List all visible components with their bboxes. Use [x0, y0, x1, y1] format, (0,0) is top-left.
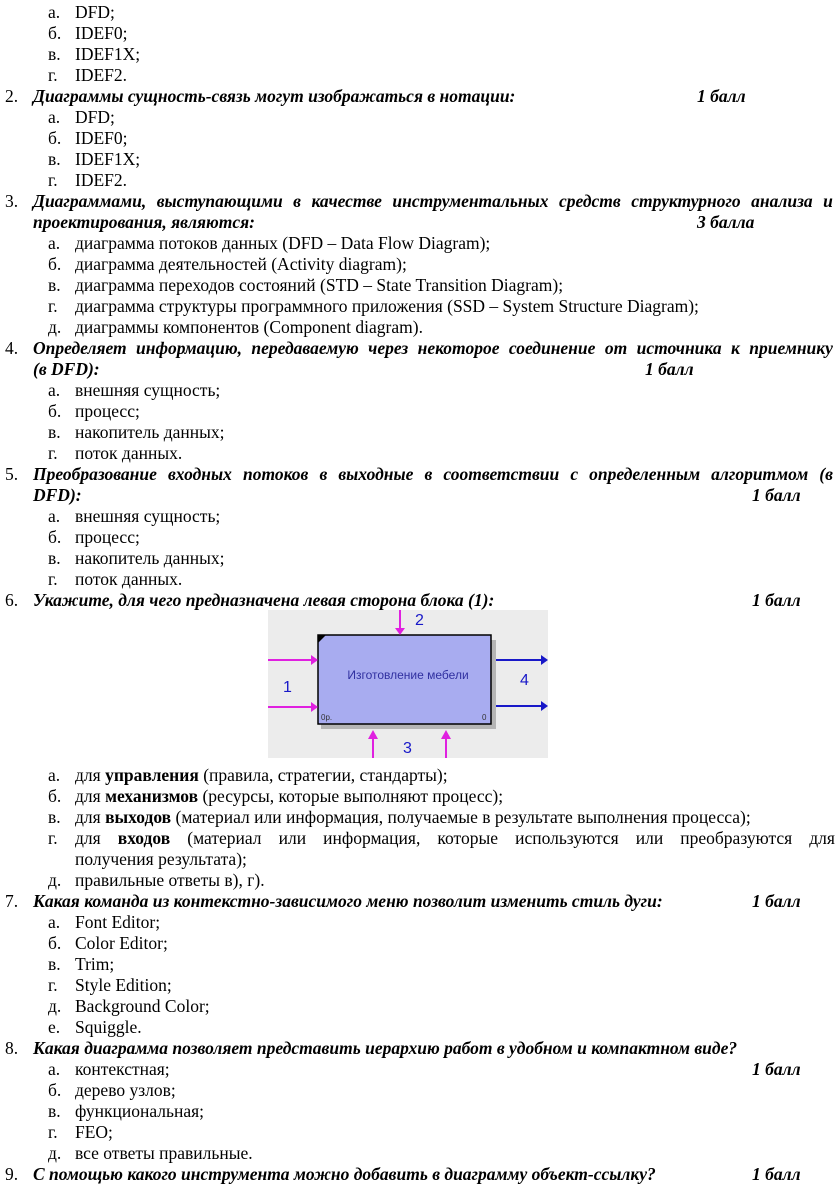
idef0-block-diagram: [268, 610, 548, 758]
block-corner-left: 0р.: [321, 713, 333, 722]
score: 1 балл: [752, 590, 801, 610]
score: 1 балл: [752, 1164, 801, 1184]
block-label: Изготовление мебели: [347, 668, 469, 682]
block-corner-right: 0: [482, 713, 487, 722]
question-text: Диаграммами, выступающими в качестве инструментальных средств структурного анализа и: [33, 191, 833, 211]
score: 1 балл: [697, 86, 746, 106]
score: 1 балл: [752, 891, 801, 911]
label-2: 2: [415, 612, 424, 629]
score: 1 балл: [752, 485, 801, 505]
score: 1 балл: [645, 359, 694, 379]
score: 1 балл: [752, 1059, 801, 1079]
label-4: 4: [520, 672, 529, 689]
question-text: Определяет информацию, передаваемую через некоторое соединение от источника к приемнику: [33, 338, 833, 358]
label-3: 3: [403, 740, 412, 757]
label-1: 1: [283, 679, 292, 696]
question-text: Преобразование входных потоков в выходные в соответствии с определенным алгоритмом (в: [33, 464, 833, 484]
score: 3 балла: [697, 212, 755, 232]
